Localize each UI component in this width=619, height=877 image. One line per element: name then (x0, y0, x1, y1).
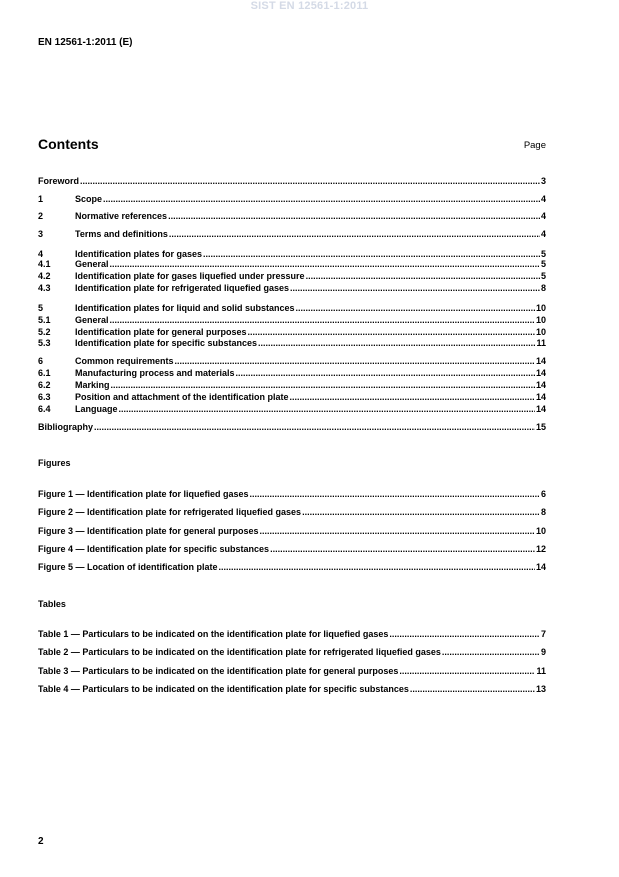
leader-dots (399, 666, 535, 676)
leader-dots (80, 176, 540, 186)
toc-entry-title: Identification plate for general purposes (75, 327, 247, 337)
leader-dots (442, 647, 540, 657)
toc-entry-number: 6.3 (38, 392, 51, 402)
toc-entry-title: Marking (75, 380, 110, 390)
page-number: 2 (38, 836, 44, 847)
leader-dots (306, 271, 540, 281)
toc-entry-title: Scope (75, 194, 103, 204)
leader-dots (290, 283, 540, 293)
toc-entry-number: 4.3 (38, 283, 51, 293)
toc-entry-page: 8 (540, 283, 546, 293)
leader-dots (175, 356, 535, 366)
toc-entry-number: 4 (38, 249, 44, 259)
toc-entry-title: Normative references (75, 211, 168, 221)
leader-dots (250, 489, 540, 499)
figure-entry-4[interactable] (38, 544, 546, 555)
toc-entry-number: 2 (38, 211, 44, 221)
leader-dots (103, 194, 540, 204)
toc-entry-page: 5 (540, 271, 546, 281)
toc-entry-title: Identification plate for refrigerated liquefied gases (75, 283, 290, 293)
toc-entry-title: Identification plates for liquid and solid substances (75, 303, 295, 313)
toc-entry-page: 10 (535, 327, 546, 337)
toc-entry-title: Terms and definitions (75, 229, 168, 239)
figure-entry-1[interactable] (38, 489, 546, 500)
toc-entry-page: 10 (535, 315, 546, 325)
toc-entry-title: Identification plate for specific substances (75, 338, 258, 348)
leader-dots (203, 249, 540, 259)
toc-entry-5-2[interactable] (38, 327, 546, 338)
toc-entry-title: Common requirements (75, 356, 174, 366)
figures-heading: Figures (38, 458, 71, 468)
toc-entry-page: 10 (535, 303, 546, 313)
toc-entry-title: General (75, 315, 109, 325)
leader-dots (119, 404, 535, 414)
leader-dots (410, 684, 535, 694)
toc-entry-number: 5.3 (38, 338, 51, 348)
leader-dots (270, 544, 535, 554)
toc-entry-5[interactable] (38, 303, 546, 314)
table-entry-title: Table 3 — Particulars to be indicated on the identification plate for general purposes (38, 666, 399, 676)
toc-entry-title: Identification plates for gases (75, 249, 203, 259)
table-entry-1[interactable] (38, 629, 546, 640)
figure-entry-title: Figure 2 — Identification plate for refrigerated liquefied gases (38, 507, 302, 517)
document-id: EN 12561-1:2011 (E) (38, 37, 133, 48)
toc-entry-foreword[interactable] (38, 176, 546, 187)
toc-entry-bibliography[interactable] (38, 422, 546, 433)
table-entry-title: Table 4 — Particulars to be indicated on the identification plate for specific substances (38, 684, 409, 694)
table-entry-3[interactable] (38, 666, 546, 677)
page-column-label: Page (523, 140, 546, 151)
toc-entry-page: 5 (540, 259, 546, 269)
toc-entry-4-2[interactable] (38, 271, 546, 282)
toc-entry-page: 5 (540, 249, 546, 259)
toc-entry-6-3[interactable] (38, 392, 546, 403)
table-entry-title: Table 2 — Particulars to be indicated on the identification plate for refrigerated liquefied gases (38, 647, 441, 657)
table-entry-2[interactable] (38, 647, 546, 658)
toc-entry-title: Position and attachment of the identification plate (75, 392, 289, 402)
table-entry-4[interactable] (38, 684, 546, 695)
toc-entry-page: 4 (540, 229, 546, 239)
toc-entry-page: 14 (535, 356, 546, 366)
toc-entry-5-1[interactable] (38, 315, 546, 326)
toc-entry-number: 1 (38, 194, 44, 204)
toc-entry-6-1[interactable] (38, 368, 546, 379)
toc-entry-number: 6.1 (38, 368, 51, 378)
toc-entry-6-2[interactable] (38, 380, 546, 391)
leader-dots (236, 368, 535, 378)
leader-dots (258, 338, 535, 348)
leader-dots (296, 303, 535, 313)
toc-entry-number: 6.2 (38, 380, 51, 390)
toc-entry-1[interactable] (38, 194, 546, 205)
toc-entry-number: 3 (38, 229, 44, 239)
figure-entry-title: Figure 5 — Location of identification plate (38, 562, 218, 572)
toc-entry-page: 4 (540, 194, 546, 204)
toc-entry-title: General (75, 259, 109, 269)
toc-entry-number: 4.2 (38, 271, 51, 281)
table-entry-page: 13 (535, 684, 546, 694)
toc-entry-6-4[interactable] (38, 404, 546, 415)
figure-entry-5[interactable] (38, 562, 546, 573)
toc-entry-title: Foreword (38, 176, 80, 186)
leader-dots (260, 526, 535, 536)
toc-entry-number: 5.1 (38, 315, 51, 325)
toc-entry-number: 4.1 (38, 259, 51, 269)
contents-heading: Contents (38, 136, 99, 152)
table-entry-title: Table 1 — Particulars to be indicated on the identification plate for liquefied gases (38, 629, 389, 639)
toc-entry-number: 6.4 (38, 404, 51, 414)
toc-entry-page: 14 (535, 380, 546, 390)
tables-heading: Tables (38, 599, 66, 609)
figure-entry-3[interactable] (38, 526, 546, 537)
watermark: SIST EN 12561-1:2011 (250, 0, 369, 12)
toc-entry-number: 5 (38, 303, 44, 313)
leader-dots (248, 327, 535, 337)
leader-dots (389, 629, 540, 639)
leader-dots (94, 422, 535, 432)
leader-dots (219, 562, 535, 572)
toc-entry-number: 6 (38, 356, 44, 366)
toc-entry-title: Manufacturing process and materials (75, 368, 235, 378)
toc-entry-title: Language (75, 404, 118, 414)
leader-dots (111, 380, 535, 390)
figure-entry-page: 6 (540, 489, 546, 499)
table-entry-page: 9 (540, 647, 546, 657)
figure-entry-title: Figure 1 — Identification plate for liquefied gases (38, 489, 249, 499)
figure-entry-page: 8 (540, 507, 546, 517)
table-entry-page: 11 (536, 666, 546, 676)
toc-entry-3[interactable] (38, 229, 546, 240)
toc-entry-title: Identification plate for gases liquefied under pressure (75, 271, 305, 281)
toc-entry-page: 14 (535, 392, 546, 402)
toc-entry-page: 15 (535, 422, 546, 432)
toc-entry-page: 11 (536, 338, 546, 348)
toc-entry-2[interactable] (38, 211, 546, 222)
leader-dots (290, 392, 535, 402)
toc-entry-page: 4 (540, 211, 546, 221)
toc-entry-page: 3 (540, 176, 546, 186)
toc-entry-4-3[interactable] (38, 283, 546, 294)
leader-dots (169, 229, 540, 239)
leader-dots (168, 211, 540, 221)
toc-entry-page: 14 (535, 368, 546, 378)
figure-entry-page: 14 (535, 562, 546, 572)
figure-entry-page: 10 (535, 526, 546, 536)
toc-entry-4-1[interactable] (38, 259, 546, 270)
toc-entry-number: 5.2 (38, 327, 51, 337)
toc-entry-6[interactable] (38, 356, 546, 367)
figure-entry-title: Figure 3 — Identification plate for general purposes (38, 526, 259, 536)
toc-entry-title: Bibliography (38, 422, 94, 432)
toc-entry-page: 14 (535, 404, 546, 414)
table-entry-page: 7 (540, 629, 546, 639)
leader-dots (110, 259, 540, 269)
figure-entry-title: Figure 4 — Identification plate for specific substances (38, 544, 270, 554)
leader-dots (110, 315, 535, 325)
figure-entry-page: 12 (535, 544, 546, 554)
leader-dots (302, 507, 540, 517)
figure-entry-2[interactable] (38, 507, 546, 518)
toc-entry-5-3[interactable] (38, 338, 546, 349)
